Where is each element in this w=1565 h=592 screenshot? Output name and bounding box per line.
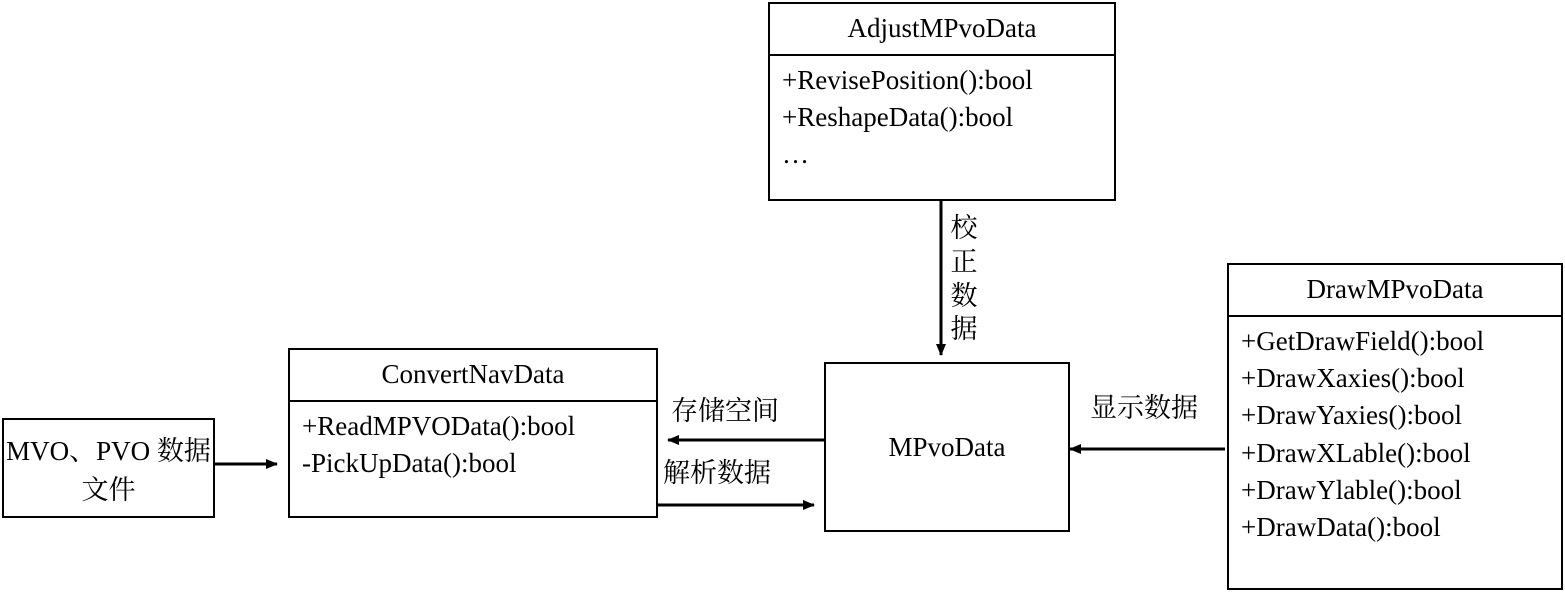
edge-label-mpvodata-to-convert: 存储空间 [669, 395, 781, 429]
member-item: +ReshapeData():bool [782, 102, 1014, 132]
edge-label-adjust-to-mpvodata: 校正数据 [947, 212, 981, 347]
member-item: +ReadMPVOData():bool [302, 410, 576, 441]
class-box-adjustmpvodata[interactable] [768, 2, 1116, 201]
member-item: +DrawXaxies():bool [1241, 363, 1465, 393]
member-item: +GetDrawField():bool [1241, 325, 1485, 356]
member-item: +DrawYaxies():bool [1241, 400, 1462, 431]
data-source-label: MVO、PVO 数据文件 [6, 436, 211, 505]
class-title-convertnavdata: ConvertNavData [381, 359, 565, 389]
class-box-mpvodata[interactable] [824, 362, 1070, 532]
class-members-drawmpvodata [1229, 317, 1561, 555]
member-item: +DrawData():bool [1241, 512, 1441, 542]
class-members-adjustmpvodata [770, 56, 1114, 182]
member-item: … [782, 139, 809, 170]
member-item: +RevisePosition():bool [782, 64, 1033, 95]
data-source-box[interactable] [2, 418, 215, 518]
class-members-convertnavdata [290, 402, 656, 491]
member-item: +DrawXLable():bool [1241, 437, 1471, 468]
member-item: +DrawYlable():bool [1241, 474, 1462, 505]
class-title-mpvodata: MPvoData [888, 431, 1006, 462]
member-item: -PickUpData():bool [302, 448, 517, 478]
edge-label-convert-to-mpvodata: 解析数据 [661, 457, 773, 491]
class-title-drawmpvodata: DrawMPvoData [1306, 274, 1484, 304]
class-box-drawmpvodata[interactable] [1227, 263, 1563, 590]
class-title-adjustmpvodata: AdjustMPvoData [847, 13, 1037, 43]
class-box-convertnavdata[interactable] [288, 348, 658, 518]
edge-label-draw-to-mpvodata: 显示数据 [1088, 392, 1200, 426]
